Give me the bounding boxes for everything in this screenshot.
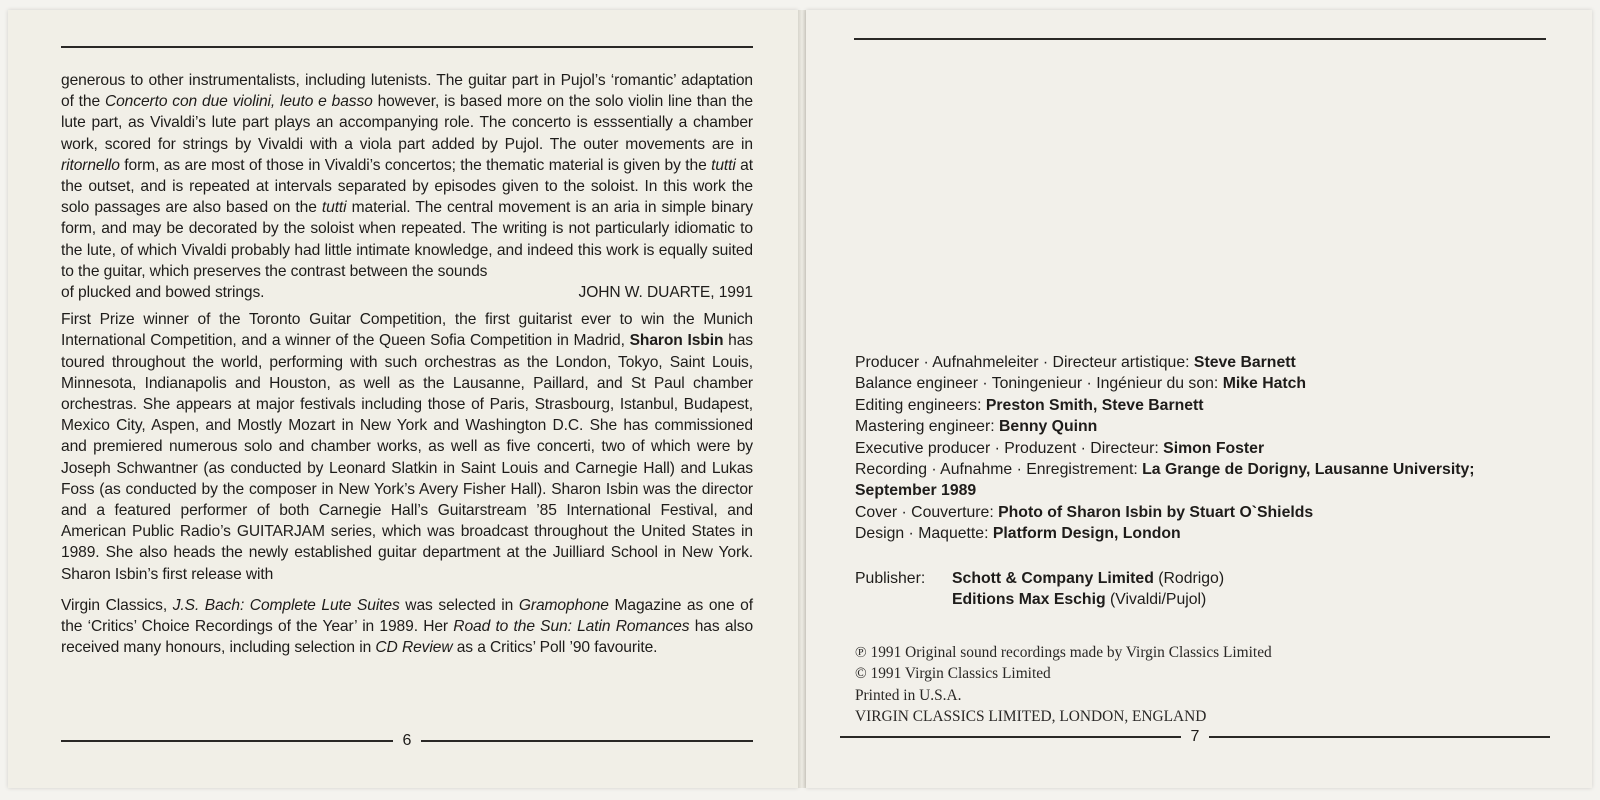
essay-signature-line [61,282,753,303]
credits-list [855,352,1545,545]
credit-role: Mastering engineer: [855,418,1000,436]
text-segment: ritornello [61,156,120,174]
publisher-block [855,568,1224,611]
text-segment: J.S. Bach: Complete Lute Suites [172,596,400,614]
credit-line [855,352,1545,373]
text-segment: however, is based more on the solo violin line than the lute part, as Vivaldi’s lute part plays an accompanying role. The concerto is esssentially a chamber work, scored for strings by Vivaldi with a viola part added by Pujol. The outer movements are in [61,93,753,153]
page-number: 6 [402,732,412,749]
page-footer-left [61,732,753,750]
essay-paragraph [61,70,753,282]
essay-signature: JOHN W. DUARTE, 1991 [578,284,753,302]
page-footer-right [840,728,1550,746]
top-rule [61,46,753,48]
credit-line [855,502,1545,523]
page-number: 7 [1190,728,1200,745]
text-segment: Magazine as one of the ‘Critics’ Choice Recordings of the Year’ in 1989. Her [61,596,753,636]
right-page [806,10,1592,788]
credit-line [855,523,1545,544]
essay-text [61,70,753,658]
text-segment: Virgin Classics, [61,596,173,614]
text-segment: Road to the Sun: Latin Romances [453,618,690,636]
credit-line [855,416,1545,437]
bio-paragraph [61,309,753,585]
credit-name: Platform Design, London [992,525,1181,543]
printed-in: Printed in U.S.A. [855,686,962,704]
text-segment: at the outset, and is repeated at intervals separated by episodes given to the soloist. In this work the solo passages are also based on the [61,156,753,217]
credit-role: Recording · Aufnahme · Enregistrement: [855,461,1143,479]
credit-line [855,395,1545,416]
credit-name: La Grange de Dorigny, Lausanne University; September 1989 [855,461,1475,500]
book-spine [798,10,806,788]
text-segment: has also received many honours, including selection in [61,618,754,657]
text-segment: tutti [711,156,736,174]
credit-line [855,373,1545,394]
text-segment: was selected in [399,596,519,614]
bio-paragraph-continued [61,595,753,659]
credit-name: Preston Smith, Steve Barnett [985,396,1204,414]
text-segment: Concerto con due violini, leuto e basso [104,93,373,111]
credit-name: Photo of Sharon Isbin by Stuart O`Shields [998,503,1314,521]
text-segment: form, as are most of those in Vivaldi’s concertos; the thematic material is given by the [119,156,712,174]
publisher-1: Schott & Company Limited (Rodrigo) [952,570,1225,587]
essay-last-line: of plucked and bowed strings. [61,284,265,302]
phonogram-notice: ℗ 1991 Original sound recordings made by Virgin Classics Limited [855,644,1272,661]
credit-name: Mike Hatch [1222,375,1307,393]
publisher-2: Editions Max Eschig (Vivaldi/Pujol) [952,591,1207,609]
text-segment: generous to other instrumentalists, including lutenists. The guitar part in Pujol’s ‘romantic’ adaptation of the [61,72,753,111]
credit-line [855,438,1545,459]
text-segment: First Prize winner of the Toronto Guitar Competition, the first guitarist ever to win the Munich International Competition, and a winner of the Queen Sofia Competition in Madrid, [61,311,753,350]
credit-role: Producer · Aufnahmeleiter · Directeur artistique: [855,354,1194,371]
credit-role: Balance engineer · Toningenieur · Ingénieur du son: [855,375,1223,393]
credit-name: Simon Foster [1163,439,1265,457]
text-segment: tutti [321,199,347,217]
text-segment: material. The central movement is an aria in simple binary form, and may be decorated by the soloist when repeated. The writing is not particularly idiomatic to the lute, of which Vivaldi probably had little intimate knowledge, and indeed this work is equally suited to the guitar, which preserves the contrast between the sounds [61,199,753,280]
top-rule [854,38,1546,40]
publisher-label: Publisher: [855,570,926,587]
credit-role: Cover · Couverture: [855,503,999,521]
credit-role: Editing engineers: [855,396,986,414]
credit-name: Benny Quinn [999,418,1098,436]
text-segment: CD Review [375,639,453,657]
credit-role: Design · Maquette: [855,525,993,543]
credit-role: Executive producer · Produzent · Directeur: [855,439,1164,457]
legal-notices [855,642,1272,728]
text-segment: as a Critics’ Poll ’90 favourite. [452,639,658,657]
text-segment: Sharon Isbin [629,332,724,350]
text-segment: has toured throughout the world, performing with such orchestras as the London, Tokyo, Saint Louis, Minnesota, Indianapolis and Houston, as well as the Lausanne, Paillard, and St Paul chamber orchestras. She appears at major festivals including those of Paris, Strasbourg, Istanbul, Budapest, Mexico City, Aspen, and Mostly Mozart in New York and Washington D.C. She has commissioned and premiered numerous solo and chamber works, as well as five concerti, two of which were by Joseph Schwantner (as conducted by Leonard Slatkin in Saint Louis and Carnegie Hall) and Lukas Foss (as conducted by the composer in New York’s Avery Fisher Hall). Sharon Isbin was the director and a featured performer of both Carnegie Hall’s Guitarstream ’85 International Festival, and American Public Radio’s GUITARJAM series, which was broadcast throughout the United States in 1989. She also heads the newly established guitar department at the Juilliard School in New York. Sharon Isbin’s first release with [61,332,754,583]
left-page [8,10,798,788]
company-address: VIRGIN CLASSICS LIMITED, LONDON, ENGLAND [855,708,1207,726]
credit-line [855,459,1545,502]
copyright-notice: © 1991 Virgin Classics Limited [855,665,1051,683]
credit-name: Steve Barnett [1193,354,1296,371]
text-segment: Gramophone [518,596,609,614]
